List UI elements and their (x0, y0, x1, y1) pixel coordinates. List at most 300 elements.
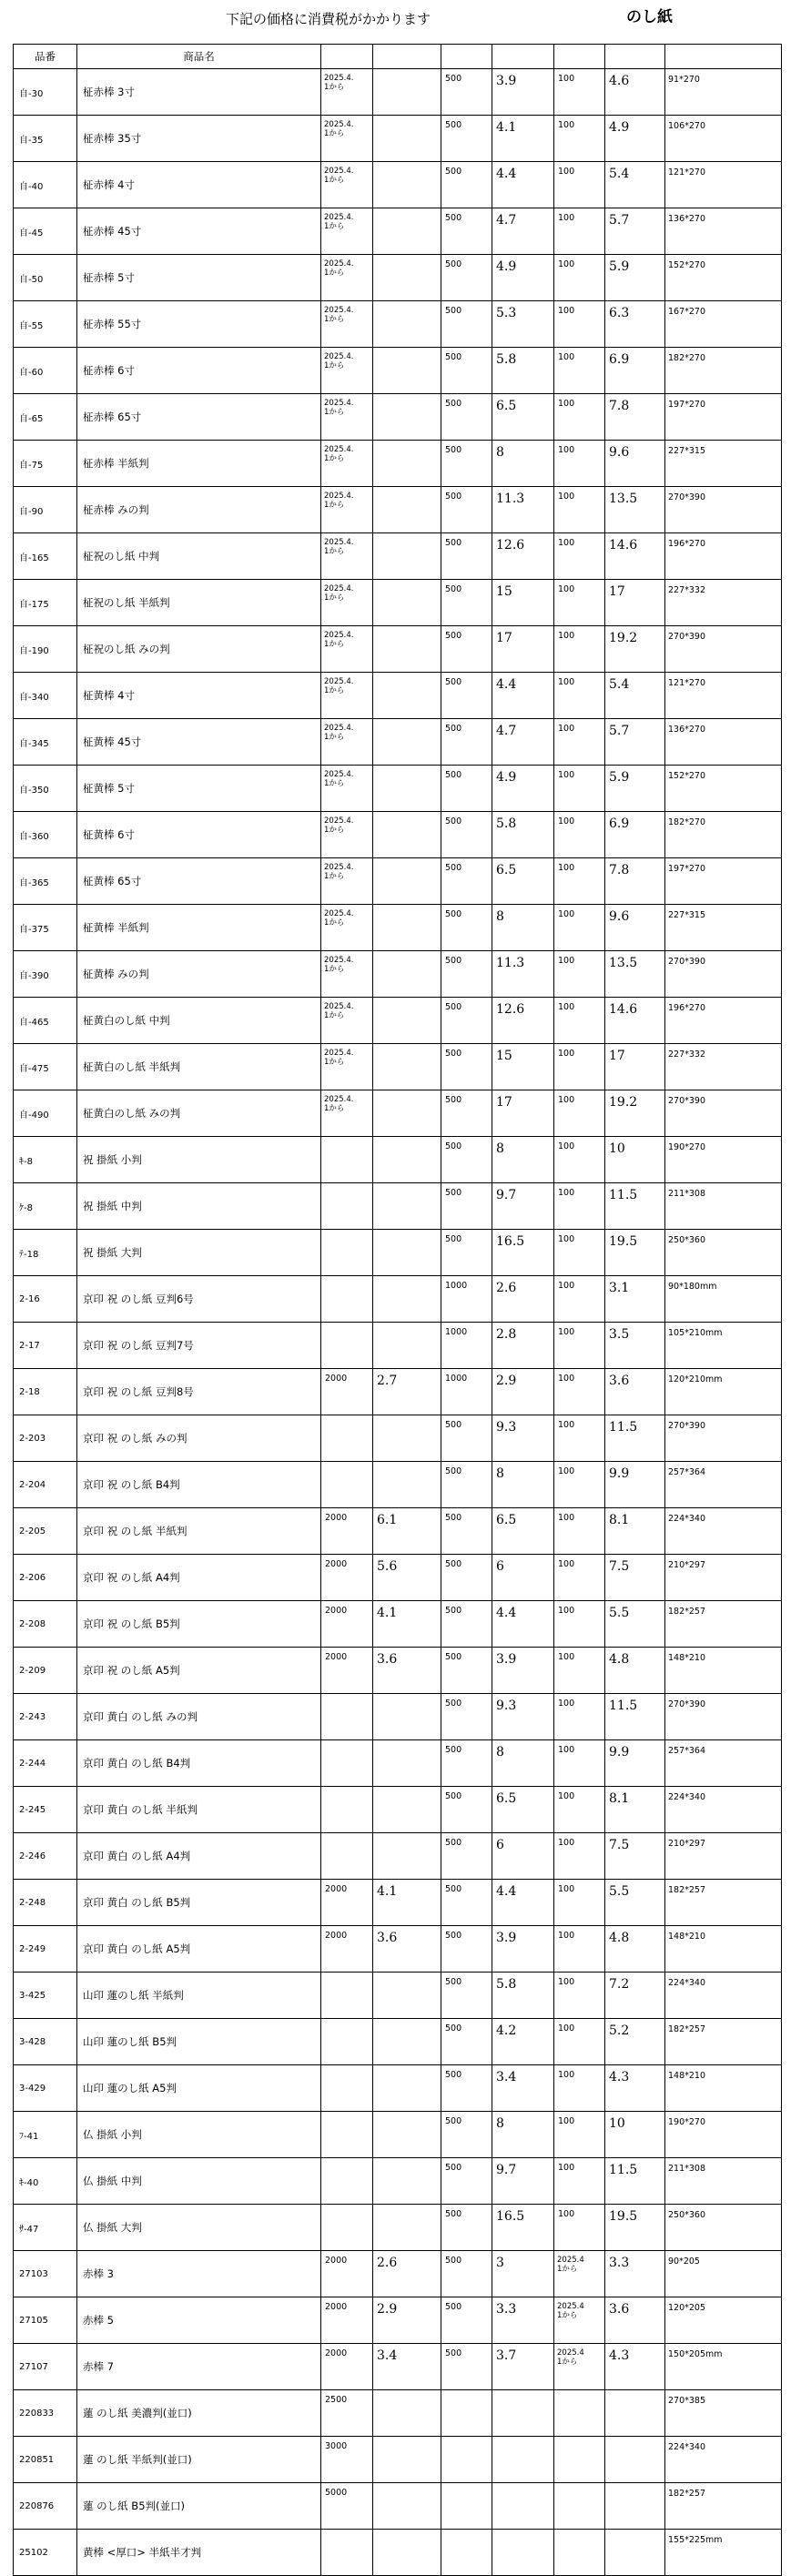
col6-price (492, 2530, 554, 2576)
item-name: 仏 掛紙 小判 (77, 2112, 321, 2158)
item-size: 224*340 (665, 1973, 782, 2019)
table-row (14, 2205, 782, 2251)
col3-value (321, 1415, 373, 1462)
col4-price (373, 673, 441, 719)
col7-value: 100 (554, 208, 605, 255)
col8-price: 5.5 (605, 1601, 665, 1648)
col8-price: 9.9 (605, 1740, 665, 1787)
col5-quantity: 500 (441, 394, 492, 441)
col6-price: 3.4 (492, 2065, 554, 2112)
col4-price (373, 1833, 441, 1880)
col3-value: 2000 (321, 1648, 373, 1694)
col8-price: 9.6 (605, 905, 665, 951)
item-name: 京印 祝 のし紙 豆判6号 (77, 1276, 321, 1323)
item-size: 210*297 (665, 1555, 782, 1601)
item-code: 自-490 (14, 1090, 77, 1137)
item-name: 柾赤棒 6寸 (77, 348, 321, 394)
col6-price: 12.6 (492, 998, 554, 1044)
item-code: 27105 (14, 2297, 77, 2344)
col5-quantity: 500 (441, 2112, 492, 2158)
col8-price: 3.5 (605, 1323, 665, 1369)
item-name: 赤棒 3 (77, 2251, 321, 2297)
col7-value: 100 (554, 998, 605, 1044)
item-name: 柾赤棒 3寸 (77, 69, 321, 116)
table-row (14, 1694, 782, 1740)
col5-quantity: 500 (441, 1694, 492, 1740)
item-name: 柾赤棒 4寸 (77, 162, 321, 208)
item-size: 270*390 (665, 626, 782, 673)
col6-price: 12.6 (492, 533, 554, 580)
col6-price: 4.7 (492, 719, 554, 766)
item-size: 211*308 (665, 2158, 782, 2205)
col3-value: 2025.4. 1から (321, 626, 373, 673)
item-size: 270*390 (665, 487, 782, 533)
col3-value: 2025.4. 1から (321, 858, 373, 905)
col3-value (321, 1230, 373, 1276)
item-size: 196*270 (665, 998, 782, 1044)
col5-quantity: 500 (441, 858, 492, 905)
col7-value: 100 (554, 487, 605, 533)
col7-value: 100 (554, 255, 605, 301)
item-code: 自-475 (14, 1044, 77, 1090)
col4-price: 6.1 (373, 1508, 441, 1555)
table-row (14, 69, 782, 116)
col4-price: 5.6 (373, 1555, 441, 1601)
col4-price (373, 1323, 441, 1369)
col7-value: 100 (554, 69, 605, 116)
col7-value: 100 (554, 2112, 605, 2158)
item-code: 3-429 (14, 2065, 77, 2112)
col8-price: 11.5 (605, 1694, 665, 1740)
item-name: 京印 黄白 のし紙 B4判 (77, 1740, 321, 1787)
table-row (14, 905, 782, 951)
item-size: 120*210mm (665, 1369, 782, 1415)
col5-quantity: 500 (441, 905, 492, 951)
col5-quantity: 500 (441, 2297, 492, 2344)
item-size: 136*270 (665, 719, 782, 766)
col8-price: 4.3 (605, 2344, 665, 2390)
table-row (14, 1833, 782, 1880)
table-body (14, 69, 782, 2576)
col4-price (373, 1137, 441, 1183)
col8-price: 7.5 (605, 1555, 665, 1601)
item-name: 京印 祝 のし紙 豆判7号 (77, 1323, 321, 1369)
col7-value: 100 (554, 1973, 605, 2019)
col4-price (373, 1044, 441, 1090)
col4-price (373, 2019, 441, 2065)
item-size: 190*270 (665, 2112, 782, 2158)
col7-value: 100 (554, 394, 605, 441)
col5-quantity: 500 (441, 1880, 492, 1926)
col5-quantity: 500 (441, 116, 492, 162)
item-code: 自-375 (14, 905, 77, 951)
col7-value: 2025.4 1から (554, 2297, 605, 2344)
col8-price: 19.5 (605, 2205, 665, 2251)
table-row (14, 2112, 782, 2158)
col4-price (373, 905, 441, 951)
item-name: 山印 蓮のし紙 B5判 (77, 2019, 321, 2065)
col6-price: 6 (492, 1833, 554, 1880)
col6-price: 9.7 (492, 1183, 554, 1230)
header-col4 (373, 45, 441, 69)
col4-price (373, 2437, 441, 2483)
item-code: 自-345 (14, 719, 77, 766)
item-name: 柾赤棒 35寸 (77, 116, 321, 162)
col4-price (373, 951, 441, 998)
header-col9 (665, 45, 782, 69)
table-row (14, 2344, 782, 2390)
col3-value: 2025.4. 1から (321, 1090, 373, 1137)
header-col3 (321, 45, 373, 69)
col8-price: 7.5 (605, 1833, 665, 1880)
col3-value (321, 2205, 373, 2251)
item-size: 90*205 (665, 2251, 782, 2297)
item-code: 自-75 (14, 441, 77, 487)
col5-quantity: 500 (441, 441, 492, 487)
col6-price: 5.8 (492, 348, 554, 394)
col5-quantity: 1000 (441, 1323, 492, 1369)
col3-value: 2025.4. 1から (321, 1044, 373, 1090)
item-name: 仏 掛紙 中判 (77, 2158, 321, 2205)
category-title: のし紙 (626, 8, 673, 26)
col8-price: 4.8 (605, 1648, 665, 1694)
col8-price: 10 (605, 2112, 665, 2158)
col3-value: 2025.4. 1から (321, 116, 373, 162)
col3-value: 2025.4. 1から (321, 719, 373, 766)
header-col8 (605, 45, 665, 69)
col5-quantity: 500 (441, 1415, 492, 1462)
col4-price (373, 533, 441, 580)
col7-value: 100 (554, 533, 605, 580)
item-code: ｹ-8 (14, 1183, 77, 1230)
item-name: 柾黄棒 65寸 (77, 858, 321, 905)
col4-price (373, 1740, 441, 1787)
col5-quantity: 500 (441, 2344, 492, 2390)
col4-price (373, 2530, 441, 2576)
item-name: 祝 掛紙 小判 (77, 1137, 321, 1183)
col3-value: 2025.4. 1から (321, 301, 373, 348)
col7-value (554, 2437, 605, 2483)
col7-value: 100 (554, 1601, 605, 1648)
item-size: 190*270 (665, 1137, 782, 1183)
item-code: 2-17 (14, 1323, 77, 1369)
item-size: 182*270 (665, 812, 782, 858)
col3-value (321, 1323, 373, 1369)
col7-value: 100 (554, 1276, 605, 1323)
col6-price: 3.9 (492, 1648, 554, 1694)
col4-price (373, 812, 441, 858)
col4-price (373, 162, 441, 208)
item-size: 227*315 (665, 441, 782, 487)
item-name: 京印 祝 のし紙 A4判 (77, 1555, 321, 1601)
item-size: 270*390 (665, 1415, 782, 1462)
item-name: 京印 祝 のし紙 B5判 (77, 1601, 321, 1648)
col5-quantity: 500 (441, 301, 492, 348)
item-code: 2-243 (14, 1694, 77, 1740)
item-size: 90*180mm (665, 1276, 782, 1323)
item-size: 91*270 (665, 69, 782, 116)
col8-price: 8.1 (605, 1508, 665, 1555)
col7-value: 100 (554, 1230, 605, 1276)
item-code: 2-16 (14, 1276, 77, 1323)
col4-price (373, 766, 441, 812)
col6-price: 11.3 (492, 951, 554, 998)
item-code: 自-90 (14, 487, 77, 533)
col4-price (373, 580, 441, 626)
item-size: 167*270 (665, 301, 782, 348)
col3-value (321, 1740, 373, 1787)
col7-value: 100 (554, 580, 605, 626)
col7-value: 100 (554, 1415, 605, 1462)
tax-note: 下記の価格に消費税がかかります (226, 11, 431, 27)
table-row (14, 1044, 782, 1090)
item-code: 2-18 (14, 1369, 77, 1415)
item-code: 220833 (14, 2390, 77, 2437)
col7-value: 100 (554, 951, 605, 998)
col3-value (321, 1833, 373, 1880)
col6-price: 4.9 (492, 766, 554, 812)
col5-quantity: 500 (441, 1648, 492, 1694)
col3-value (321, 2065, 373, 2112)
item-size: 182*257 (665, 2019, 782, 2065)
item-size: 224*340 (665, 1787, 782, 1833)
col4-price: 3.6 (373, 1648, 441, 1694)
item-name: 京印 祝 のし紙 A5判 (77, 1648, 321, 1694)
item-name: 赤棒 7 (77, 2344, 321, 2390)
col7-value (554, 2390, 605, 2437)
table-row (14, 1276, 782, 1323)
col3-value: 2000 (321, 2344, 373, 2390)
item-code: 27107 (14, 2344, 77, 2390)
item-size: 121*270 (665, 673, 782, 719)
col3-value: 5000 (321, 2483, 373, 2530)
col5-quantity: 1000 (441, 1369, 492, 1415)
item-size: 224*340 (665, 2437, 782, 2483)
col4-price (373, 858, 441, 905)
col6-price: 8 (492, 1462, 554, 1508)
item-code: 2-246 (14, 1833, 77, 1880)
col8-price: 3.6 (605, 2297, 665, 2344)
col6-price: 4.4 (492, 1601, 554, 1648)
col3-value: 2500 (321, 2390, 373, 2437)
col6-price: 4.1 (492, 116, 554, 162)
table-row (14, 533, 782, 580)
col4-price (373, 1183, 441, 1230)
item-size: 197*270 (665, 394, 782, 441)
item-name: 柾祝のし紙 中判 (77, 533, 321, 580)
col4-price: 3.4 (373, 2344, 441, 2390)
col8-price: 7.8 (605, 858, 665, 905)
col3-value: 2025.4. 1から (321, 208, 373, 255)
item-name: 蓮 のし紙 B5判(並口) (77, 2483, 321, 2530)
col4-price: 4.1 (373, 1880, 441, 1926)
col5-quantity: 500 (441, 1137, 492, 1183)
item-size: 136*270 (665, 208, 782, 255)
item-code: 2-249 (14, 1926, 77, 1973)
col4-price: 2.7 (373, 1369, 441, 1415)
col3-value (321, 2112, 373, 2158)
col6-price: 3.9 (492, 69, 554, 116)
col5-quantity: 500 (441, 2065, 492, 2112)
col5-quantity: 1000 (441, 1276, 492, 1323)
item-code: 自-340 (14, 673, 77, 719)
col6-price: 2.6 (492, 1276, 554, 1323)
col6-price: 2.9 (492, 1369, 554, 1415)
col6-price: 4.4 (492, 673, 554, 719)
col6-price (492, 2483, 554, 2530)
item-code: 2-203 (14, 1415, 77, 1462)
table-row (14, 1926, 782, 1973)
table-row (14, 441, 782, 487)
col4-price (373, 2483, 441, 2530)
col5-quantity: 500 (441, 255, 492, 301)
item-name: 蓮 のし紙 美濃判(並口) (77, 2390, 321, 2437)
col6-price: 17 (492, 1090, 554, 1137)
table-row (14, 348, 782, 394)
col4-price (373, 487, 441, 533)
table-row (14, 673, 782, 719)
col4-price (373, 719, 441, 766)
col7-value: 100 (554, 1090, 605, 1137)
col6-price: 8 (492, 441, 554, 487)
col4-price (373, 2112, 441, 2158)
col3-value: 3000 (321, 2437, 373, 2483)
item-code: 自-390 (14, 951, 77, 998)
item-name: 柾赤棒 みの判 (77, 487, 321, 533)
item-code: 3-425 (14, 1973, 77, 2019)
col5-quantity: 500 (441, 998, 492, 1044)
item-name: 京印 祝 のし紙 豆判8号 (77, 1369, 321, 1415)
col3-value (321, 1694, 373, 1740)
item-code: 2-248 (14, 1880, 77, 1926)
col3-value: 2000 (321, 1369, 373, 1415)
col4-price (373, 2205, 441, 2251)
col6-price: 6.5 (492, 1787, 554, 1833)
col3-value: 2025.4. 1から (321, 812, 373, 858)
col8-price (605, 2437, 665, 2483)
col7-value: 100 (554, 1044, 605, 1090)
item-code: 220851 (14, 2437, 77, 2483)
col4-price (373, 69, 441, 116)
col6-price: 5.3 (492, 301, 554, 348)
col4-price (373, 1973, 441, 2019)
col8-price: 19.2 (605, 626, 665, 673)
header-col6 (492, 45, 554, 69)
col5-quantity: 500 (441, 1090, 492, 1137)
col7-value: 100 (554, 1880, 605, 1926)
col5-quantity: 500 (441, 348, 492, 394)
item-name: 柾祝のし紙 みの判 (77, 626, 321, 673)
price-table (13, 44, 782, 2576)
col3-value (321, 1137, 373, 1183)
col7-value: 100 (554, 301, 605, 348)
col3-value: 2025.4. 1から (321, 951, 373, 998)
col8-price: 17 (605, 1044, 665, 1090)
item-size: 152*270 (665, 766, 782, 812)
col4-price (373, 116, 441, 162)
col5-quantity: 500 (441, 580, 492, 626)
col6-price: 4.9 (492, 255, 554, 301)
item-name: 柾赤棒 5寸 (77, 255, 321, 301)
item-code: 27103 (14, 2251, 77, 2297)
col8-price: 17 (605, 580, 665, 626)
col5-quantity: 500 (441, 1926, 492, 1973)
col7-value: 100 (554, 1508, 605, 1555)
item-size: 182*257 (665, 1880, 782, 1926)
col7-value: 100 (554, 766, 605, 812)
table-header-row (14, 45, 782, 69)
item-code: ﾌ-41 (14, 2112, 77, 2158)
col5-quantity: 500 (441, 673, 492, 719)
col3-value: 2025.4. 1から (321, 162, 373, 208)
col6-price: 8 (492, 1740, 554, 1787)
col3-value: 2025.4. 1から (321, 487, 373, 533)
col5-quantity: 500 (441, 1044, 492, 1090)
col3-value: 2025.4. 1から (321, 580, 373, 626)
col5-quantity (441, 2530, 492, 2576)
col8-price: 4.9 (605, 116, 665, 162)
table-row (14, 301, 782, 348)
col7-value (554, 2530, 605, 2576)
col5-quantity: 500 (441, 162, 492, 208)
col8-price: 5.2 (605, 2019, 665, 2065)
table-row (14, 2158, 782, 2205)
col6-price: 15 (492, 1044, 554, 1090)
col6-price: 3.3 (492, 2297, 554, 2344)
table-row (14, 208, 782, 255)
item-code: 自-65 (14, 394, 77, 441)
col5-quantity: 500 (441, 1462, 492, 1508)
item-name: 京印 黄白 のし紙 半紙判 (77, 1787, 321, 1833)
table-row (14, 1508, 782, 1555)
item-name: 柾赤棒 65寸 (77, 394, 321, 441)
col4-price (373, 2158, 441, 2205)
item-code: 自-50 (14, 255, 77, 301)
col4-price (373, 2390, 441, 2437)
col3-value (321, 1462, 373, 1508)
col7-value: 100 (554, 2205, 605, 2251)
col3-value: 2000 (321, 1926, 373, 1973)
col3-value: 2025.4. 1から (321, 69, 373, 116)
col8-price: 7.2 (605, 1973, 665, 2019)
col4-price: 4.1 (373, 1601, 441, 1648)
item-size: 148*210 (665, 1926, 782, 1973)
col7-value: 100 (554, 1555, 605, 1601)
item-name: 京印 黄白 のし紙 A4判 (77, 1833, 321, 1880)
col8-price: 14.6 (605, 533, 665, 580)
item-size: 120*205 (665, 2297, 782, 2344)
table-row (14, 1230, 782, 1276)
table-row (14, 951, 782, 998)
col7-value: 100 (554, 626, 605, 673)
col8-price: 14.6 (605, 998, 665, 1044)
table-row (14, 1415, 782, 1462)
col5-quantity: 500 (441, 2019, 492, 2065)
table-row (14, 719, 782, 766)
item-size: 148*210 (665, 2065, 782, 2112)
table-row (14, 1090, 782, 1137)
col6-price: 15 (492, 580, 554, 626)
col5-quantity: 500 (441, 1230, 492, 1276)
item-code: 自-45 (14, 208, 77, 255)
col8-price (605, 2483, 665, 2530)
col3-value: 2025.4. 1から (321, 905, 373, 951)
item-name: 柾祝のし紙 半紙判 (77, 580, 321, 626)
col5-quantity: 500 (441, 1740, 492, 1787)
col7-value: 100 (554, 2065, 605, 2112)
col5-quantity: 500 (441, 1555, 492, 1601)
col8-price: 9.6 (605, 441, 665, 487)
